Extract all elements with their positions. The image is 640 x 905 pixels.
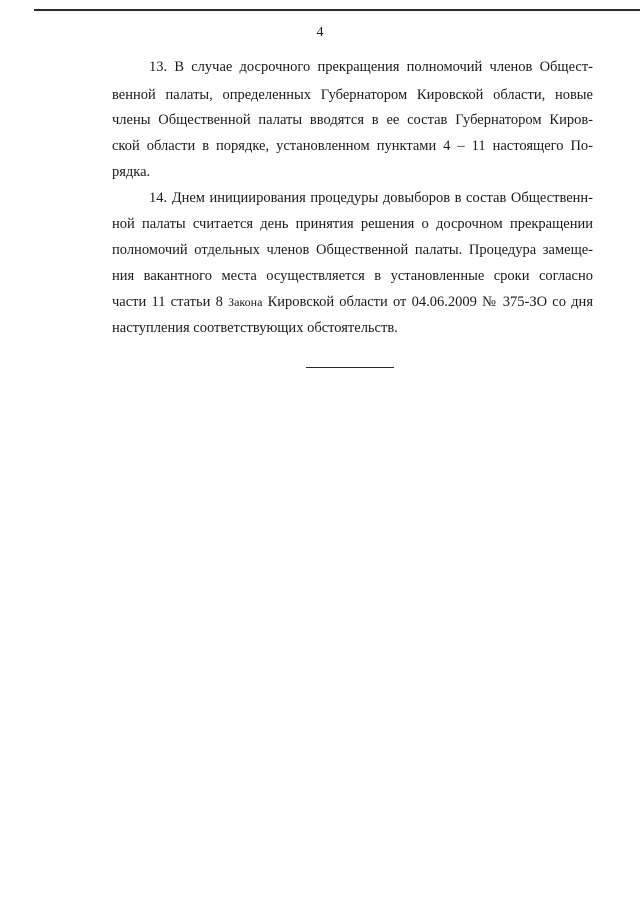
paragraph-13-line-1: 13. В случае досрочного прекращения полномочий членов Общест- xyxy=(149,59,593,75)
page-number: 4 xyxy=(316,25,324,40)
paragraph-14-line-4: ния вакантного места осуществляется в установленные сроки согласно xyxy=(112,268,593,284)
line-5-after-text: Кировской области от 04.06.2009 № 375-ЗО со дня xyxy=(262,294,593,310)
paragraph-13-line-3: члены Общественной палаты вводятся в ее состав Губернатором Киров- xyxy=(112,112,593,128)
paragraph-14-line-1: 14. Днем инициирования процедуры довыборов в состав Общественн- xyxy=(149,190,593,206)
law-word: Закона xyxy=(228,295,263,309)
paragraph-14-line-2: ной палаты считается день принятия решения о досрочном прекращении xyxy=(112,216,593,232)
top-border-rule xyxy=(34,9,640,11)
paragraph-13-line-2: венной палаты, определенных Губернатором Кировской области, новые xyxy=(112,87,593,103)
end-separator-line xyxy=(306,367,394,368)
line-5-before-text: части 11 статьи 8 xyxy=(112,294,229,310)
paragraph-13-line-4: ской области в порядке, установленном пунктами 4 – 11 настоящего По- xyxy=(112,138,593,154)
paragraph-14-line-3: полномочий отдельных членов Общественной палаты. Процедура замеще- xyxy=(112,242,593,258)
paragraph-13-line-5: рядка. xyxy=(112,164,151,180)
paragraph-14-line-6: наступления соответствующих обстоятельств. xyxy=(112,320,398,336)
paragraph-14-line-5 xyxy=(112,294,593,311)
